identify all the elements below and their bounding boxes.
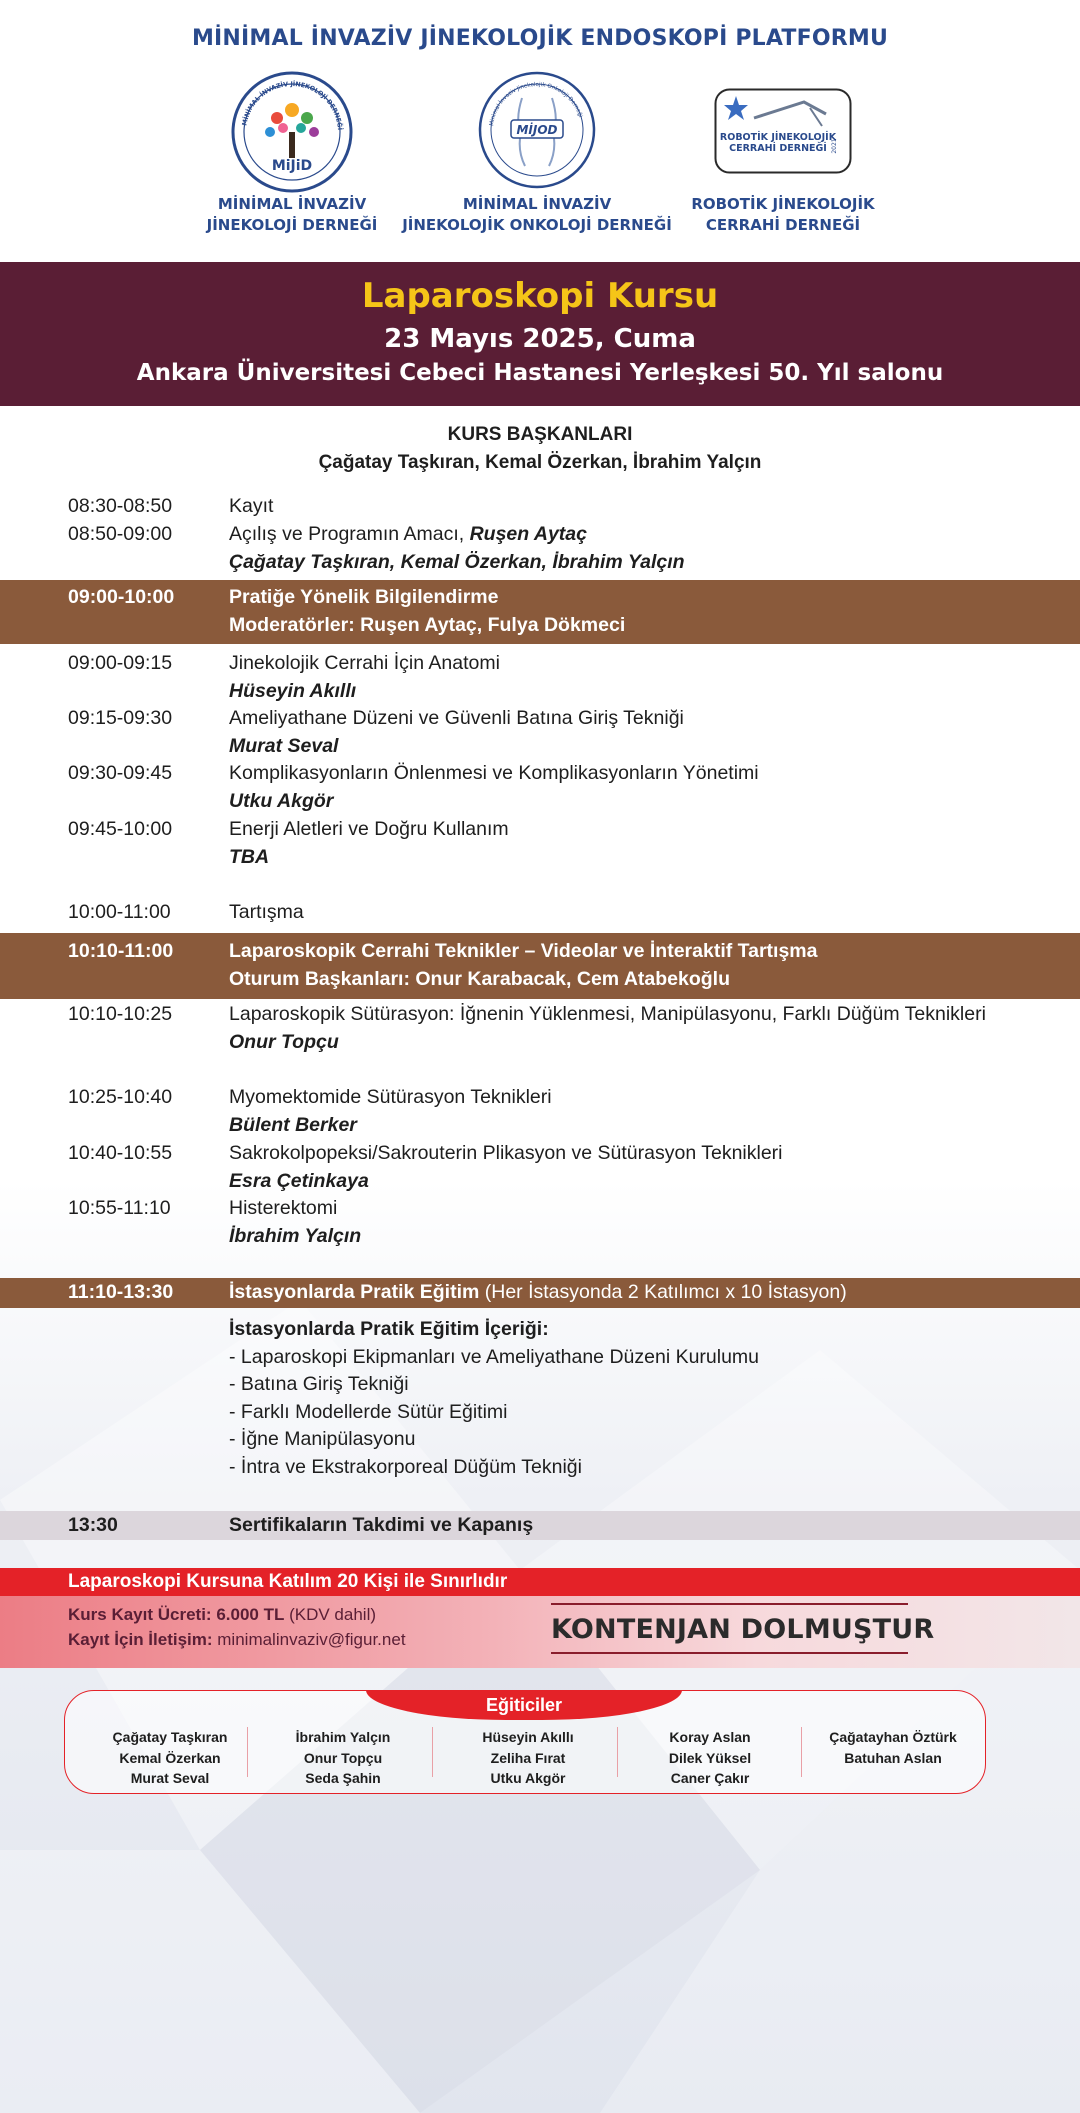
practical-content bbox=[0, 1316, 1080, 1484]
closing-time: 13:30 bbox=[68, 1514, 118, 1536]
full-rule-top bbox=[551, 1603, 908, 1605]
row-speaker: Onur Topçu bbox=[229, 1030, 339, 1053]
row-time: 09:30-09:45 bbox=[68, 762, 173, 784]
capacity-full-label: KONTENJAN DOLMUŞTUR bbox=[551, 1614, 935, 1645]
mijid-ring-text: MİNİMAL İNVAZİV JİNEKOLOJİ DERNEĞİ bbox=[241, 80, 343, 131]
row-title: Ameliyathane Düzeni ve Güvenli Batına Giriş Tekniği bbox=[229, 707, 684, 729]
session-moderators: Moderatörler: Ruşen Aytaç, Fulya Dökmeci bbox=[229, 613, 626, 636]
program-row bbox=[0, 816, 1080, 872]
instructor-name: Utku Akgör bbox=[490, 1770, 566, 1786]
column-divider bbox=[432, 1727, 433, 1777]
column-divider bbox=[247, 1727, 248, 1777]
row-speaker: TBA bbox=[229, 845, 270, 868]
mijod-figure-logo bbox=[477, 70, 597, 190]
session-band bbox=[0, 580, 1080, 644]
robotic-caption bbox=[633, 194, 933, 236]
session-time: 10:10-11:00 bbox=[68, 940, 174, 962]
instructor-name: Caner Çakır bbox=[670, 1770, 750, 1786]
session-time: 09:00-10:00 bbox=[68, 586, 175, 608]
row-time: 10:55-11:10 bbox=[68, 1197, 171, 1219]
row-title: Sakrokolpopeksi/Sakrouterin Plikasyon ve Sütürasyon Teknikleri bbox=[229, 1142, 783, 1164]
course-venue: Ankara Üniversitesi Cebeci Hastanesi Yerleşkesi 50. Yıl salonu bbox=[136, 360, 944, 386]
closing-title: Sertifikaların Takdimi ve Kapanış bbox=[229, 1514, 534, 1536]
row-title: Laparoskopik Sütürasyon: İğnenin Yüklenmesi, Manipülasyonu, Farklı Düğüm Teknikleri bbox=[229, 1003, 986, 1025]
chairs-names: Çağatay Taşkıran, Kemal Özerkan, İbrahim Yalçın bbox=[318, 452, 762, 473]
contact-line bbox=[68, 1630, 406, 1650]
mijid-caption-line2: JİNEKOLOJİ DERNEĞİ bbox=[206, 216, 378, 234]
practical-item: - Farklı Modellerde Sütür Eğitimi bbox=[229, 1400, 508, 1423]
program-row bbox=[0, 1195, 1080, 1251]
course-banner bbox=[0, 262, 1080, 406]
row-speaker: Çağatay Taşkıran, Kemal Özerkan, İbrahim Yalçın bbox=[229, 550, 685, 573]
participation-limit: Laparoskopi Kursuna Katılım 20 Kişi ile Sınırlıdır bbox=[68, 1571, 508, 1592]
mijod-caption-line2: JİNEKOLOJİK ONKOLOJİ DERNEĞİ bbox=[402, 216, 672, 234]
program-row bbox=[0, 899, 1080, 927]
mijod-caption-line1: MİNİMAL İNVAZİV bbox=[462, 195, 612, 213]
robotic-caption-line1: ROBOTİK JİNEKOLOJİK bbox=[691, 195, 875, 213]
full-rule-bottom bbox=[551, 1652, 908, 1654]
row-time: 10:00-11:00 bbox=[68, 901, 171, 923]
program-row bbox=[0, 705, 1080, 761]
platform-title: MİNİMAL İNVAZİV JİNEKOLOJİK ENDOSKOPİ PLATFORMU bbox=[191, 26, 889, 51]
row-title-speaker: Ruşen Aytaç bbox=[469, 523, 587, 545]
instructor-name: Batuhan Aslan bbox=[844, 1749, 942, 1766]
row-speaker: Bülent Berker bbox=[229, 1113, 357, 1136]
row-title: Histerektomi bbox=[229, 1197, 338, 1219]
row-speaker: Esra Çetinkaya bbox=[229, 1169, 369, 1192]
row-time: 09:45-10:00 bbox=[68, 818, 173, 840]
row-time: 09:15-09:30 bbox=[68, 707, 173, 729]
row-time: 09:00-09:15 bbox=[68, 652, 173, 674]
course-title: Laparoskopi Kursu bbox=[361, 276, 719, 316]
row-title: Jinekolojik Cerrahi İçin Anatomi bbox=[229, 652, 500, 674]
program-row bbox=[0, 1084, 1080, 1140]
robotic-caption-line2: CERRAHİ DERNEĞİ bbox=[705, 216, 861, 234]
session-title: Pratiğe Yönelik Bilgilendirme bbox=[229, 586, 499, 608]
mijid-tree-logo bbox=[230, 70, 354, 194]
program-row bbox=[0, 493, 1080, 521]
instructor-column bbox=[436, 1727, 620, 1789]
instructor-name: Dilek Yüksel bbox=[668, 1749, 752, 1766]
instructor-column bbox=[251, 1727, 435, 1789]
program-row bbox=[0, 760, 1080, 816]
row-time: 08:50-09:00 bbox=[68, 523, 173, 545]
chairs-heading: KURS BAŞKANLARI bbox=[447, 424, 633, 445]
session-title: Laparoskopik Cerrahi Teknikler – Videolar ve İnteraktif Tartışma bbox=[229, 940, 818, 962]
row-speaker: İbrahim Yalçın bbox=[229, 1224, 362, 1247]
instructor-column bbox=[801, 1727, 985, 1768]
row-speaker: Murat Seval bbox=[229, 734, 339, 757]
instructor-name: Onur Topçu bbox=[303, 1749, 383, 1766]
row-title: Myomektomide Sütürasyon Teknikleri bbox=[229, 1086, 552, 1108]
closing-band bbox=[0, 1511, 1080, 1540]
session-time: 11:10-13:30 bbox=[68, 1281, 174, 1303]
instructor-name: Koray Aslan bbox=[669, 1729, 751, 1745]
row-time: 10:10-10:25 bbox=[68, 1003, 173, 1025]
instructor-name: Zeliha Fırat bbox=[490, 1749, 566, 1766]
fee-label: Kurs Kayıt Ücreti: bbox=[68, 1605, 212, 1624]
limit-bar bbox=[0, 1568, 1080, 1596]
instructor-name: Çağatay Taşkıran bbox=[112, 1729, 228, 1745]
course-date: 23 Mayıs 2025, Cuma bbox=[384, 324, 696, 354]
session-note: (Her İstasyonda 2 Katılımcı x 10 İstasyon) bbox=[479, 1281, 847, 1303]
instructor-name: Hüseyin Akıllı bbox=[482, 1729, 574, 1745]
program-row bbox=[0, 521, 1080, 577]
contact-email[interactable]: minimalinvaziv@figur.net bbox=[212, 1630, 406, 1649]
robotic-badge-line1: ROBOTİK JİNEKOLOJİK bbox=[719, 132, 837, 143]
practical-item: - Batına Giriş Tekniği bbox=[229, 1373, 409, 1395]
contact-label: Kayıt İçin İletişim: bbox=[68, 1630, 213, 1649]
program-row bbox=[0, 650, 1080, 706]
practical-item: - İğne Manipülasyonu bbox=[229, 1428, 416, 1450]
session-title: İstasyonlarda Pratik Eğitim bbox=[229, 1281, 480, 1303]
instructor-name: Murat Seval bbox=[130, 1770, 210, 1786]
instructor-column bbox=[618, 1727, 802, 1789]
mijod-ring-text: Minimal İnvaziv Jinekolojik Onkoloji Derneği bbox=[489, 81, 584, 127]
session-moderators: Oturum Başkanları: Onur Karabacak, Cem Atabekoğlu bbox=[229, 967, 731, 990]
row-title: Tartışma bbox=[229, 901, 304, 923]
practical-item: - Laparoskopi Ekipmanları ve Ameliyathane Düzeni Kurulumu bbox=[229, 1345, 760, 1368]
fee-value: 6.000 TL bbox=[211, 1605, 285, 1624]
row-title: Açılış ve Programın Amacı, bbox=[229, 523, 470, 545]
practical-item: - İntra ve Ekstrakorporeal Düğüm Tekniği bbox=[229, 1455, 582, 1478]
session-band bbox=[0, 1278, 1080, 1308]
mijod-badge-text: MİJOD bbox=[516, 123, 558, 137]
row-speaker: Hüseyin Akıllı bbox=[229, 679, 357, 702]
practical-content-heading: İstasyonlarda Pratik Eğitim İçeriği: bbox=[229, 1318, 549, 1340]
row-speaker: Utku Akgör bbox=[229, 789, 334, 812]
row-time: 08:30-08:50 bbox=[68, 495, 173, 517]
instructor-column bbox=[78, 1727, 262, 1789]
program-row bbox=[0, 1140, 1080, 1196]
instructor-name: Kemal Özerkan bbox=[119, 1749, 221, 1766]
instructor-name: İbrahim Yalçın bbox=[295, 1729, 391, 1745]
robotic-badge-line2: CERRAHİ DERNEĞİ bbox=[729, 143, 827, 154]
program-row bbox=[0, 1001, 1080, 1085]
mijid-caption-line1: MİNİMAL İNVAZİV bbox=[217, 195, 367, 213]
row-title: Kayıt bbox=[229, 495, 274, 517]
row-time: 10:40-10:55 bbox=[68, 1142, 173, 1164]
instructors-heading: Eğiticiler bbox=[366, 1690, 682, 1720]
session-band bbox=[0, 933, 1080, 999]
row-title: Enerji Aletleri ve Doğru Kullanım bbox=[229, 818, 509, 840]
fee-note: (KDV dahil) bbox=[284, 1605, 377, 1624]
robotic-badge-year: 2021 bbox=[831, 138, 838, 154]
mijid-badge-text: MiJiD bbox=[271, 158, 313, 174]
row-title: Komplikasyonların Önlenmesi ve Komplikasyonların Yönetimi bbox=[229, 762, 759, 784]
instructor-name: Seda Şahin bbox=[305, 1770, 381, 1786]
fee-line bbox=[68, 1605, 376, 1625]
instructor-name: Çağatayhan Öztürk bbox=[829, 1729, 957, 1745]
robotic-star-logo bbox=[714, 88, 852, 174]
row-time: 10:25-10:40 bbox=[68, 1086, 173, 1108]
